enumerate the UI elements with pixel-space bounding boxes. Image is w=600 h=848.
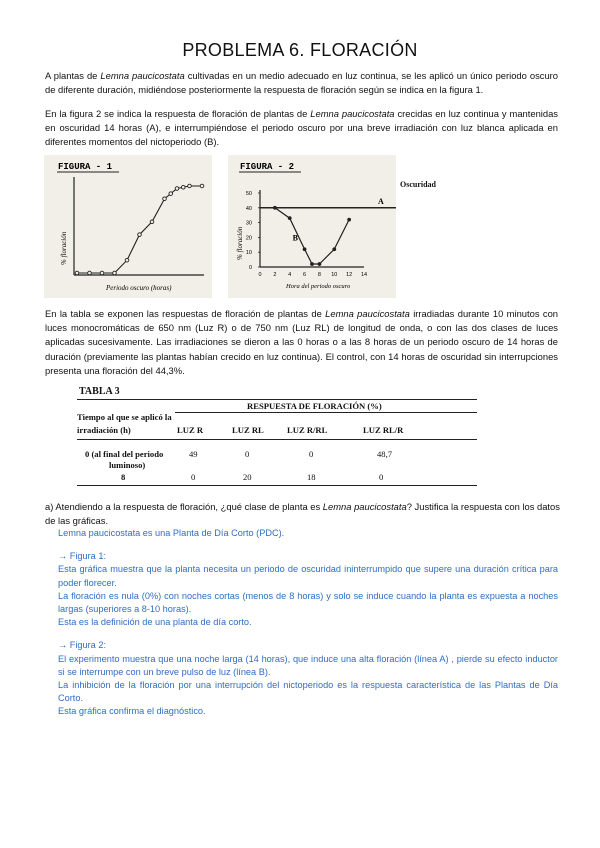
figure-1-point — [100, 271, 104, 275]
table-cell: 0 — [245, 449, 250, 459]
table-cell: 20 — [243, 472, 252, 482]
figure-2-point — [310, 262, 314, 266]
figure-2-xtick: 6 — [303, 272, 307, 278]
figure-2-curve-b — [275, 208, 349, 264]
figure-1-point — [188, 184, 192, 188]
answer-fig2-p1: El experimento muestra que una noche larga (14 horas), que induce una alta floración (línea A) , pierde su efecto inductor si se interrumpe con un breve pulso de luz (línea B). — [58, 653, 558, 677]
figure-1-point — [150, 220, 154, 224]
figure-2-label-a: A — [378, 196, 384, 206]
table-group-header: RESPUESTA DE FLORACIÓN (%) — [247, 401, 382, 411]
figure-2-ytick: 50 — [245, 191, 252, 197]
figure-2-title: FIGURA - 2 — [240, 162, 295, 172]
figure-2-ytick: 0 — [248, 265, 252, 271]
table-caption: TABLA 3 — [79, 386, 120, 397]
figure-1-point — [175, 187, 179, 191]
figure-2-ytick: 40 — [245, 205, 252, 212]
figure-1-point — [181, 185, 185, 189]
figure-1 — [44, 155, 212, 298]
answer-fig1-p2: La floración es nula (0%) con noches cortas (menos de 8 horas) y solo se induce cuando la planta es expuesta a noches largas (superiores a 8-10 horas). — [58, 590, 558, 615]
figure-2-point — [273, 206, 277, 210]
answer-line-1: Lemna paucicostata es una Planta de Día Corto (PDC). — [58, 528, 285, 538]
figure-1-point — [113, 271, 117, 275]
figure-2-xtick: 12 — [346, 272, 353, 278]
table-col-luz-r: LUZ R — [177, 425, 204, 435]
figure-2 — [228, 155, 396, 298]
figure-2-point — [303, 247, 307, 251]
figure-2-xtick: 2 — [273, 272, 277, 278]
figure-2-ytick: 20 — [245, 235, 252, 242]
figure-2-label-b: B — [292, 233, 299, 243]
table-row-0-time-2: luminoso) — [109, 460, 146, 470]
figure-1-point — [169, 192, 173, 196]
figure-2-dark-label: Oscuridad — [400, 180, 437, 189]
answer-fig2-heading: → Figura 2: — [58, 640, 106, 651]
table-cell: 0 — [379, 472, 384, 482]
figure-1-point — [125, 258, 129, 262]
table-col-luz-rl: LUZ RL — [232, 425, 264, 435]
figure-1-ylabel: % floración — [60, 231, 68, 265]
figure-1-point — [163, 197, 167, 201]
answer-fig1-p1: Esta gráfica muestra que la planta necesita un periodo de oscuridad ininterrumpido que supere una duración crítica para poder florecer. — [58, 564, 558, 588]
table-cell: 18 — [307, 472, 316, 482]
figure-1-point — [75, 271, 79, 275]
table-row-header-2: irradiación (h) — [77, 425, 131, 435]
figure-2-xtick: 8 — [317, 272, 321, 278]
figure-1-xlabel: Periodo oscuro (horas) — [106, 284, 172, 292]
table-row-header-1: Tiempo al que se aplicó la — [77, 412, 172, 422]
answer-block — [58, 527, 558, 719]
figure-2-xtick: 14 — [360, 272, 368, 278]
figure-2-xtick: 10 — [331, 272, 338, 278]
answer-fig1-heading: → Figura 1: — [58, 551, 106, 562]
intro-paragraph-1: A plantas de Lemna paucicostata cultivadas en un medio adecuado en luz continua, se les aplicó un único periodo oscuro de diferente duración, midiéndose posteriormente la respuesta de floración según se indica en la figura 1. — [45, 70, 558, 96]
figure-2-ytick: 30 — [245, 220, 252, 227]
figure-2-ylabel: % floración — [236, 226, 244, 260]
figure-1-point — [88, 271, 92, 275]
answer-fig1-p3: Esta es la definición de una planta de día corto. — [58, 617, 252, 628]
figure-1-title: FIGURA - 1 — [58, 162, 113, 172]
table-intro-paragraph: En la tabla se exponen las respuestas de floración de plantas de Lemna paucicostata irradiadas durante 10 minutos con luces monocromáticas de 650 nm (Luz R) o de 750 nm (Luz RL) de longitud de onda, o con las dos clases de luces aplicadas sucesivamente. Las irradiaciones se dieron a las 0 horas o a las 8 horas de un periodo oscuro de 14 horas de duración (previamente las plantas habían crecido en luz continua). El control, con 14 horas de oscuridad sin interrupciones presenta una floración del 44,3%. — [45, 308, 558, 376]
table-row-1-time: 8 — [121, 472, 126, 482]
table-row-0-time-1: 0 (al final del periodo — [85, 449, 164, 459]
figure-2-point — [347, 218, 351, 222]
table-cell: 48,7 — [377, 449, 393, 459]
figure-1-point — [138, 233, 142, 237]
figure-2-point — [318, 262, 322, 266]
figure-2-point — [332, 247, 336, 251]
answer-fig2-p2: La inhibición de la floración por una interrupción del nictoperiodo es la respuesta característica de las Plantas de Día Corto. — [58, 680, 558, 704]
page-title: PROBLEMA 6. FLORACIÓN — [182, 40, 418, 60]
figure-2-point — [288, 216, 292, 220]
intro-paragraph-2: En la figura 2 se indica la respuesta de floración de plantas de Lemna paucicostata crecidas en luz continua y mantenidas en oscuridad 14 horas (A), e interrumpiéndose el periodo oscuro por una breve irradiación con luz blanca aplicada en diferentes momentos del nictoperiodo (B). — [45, 108, 558, 148]
figure-2-ytick: 10 — [245, 250, 252, 257]
figure-1-curve — [77, 186, 202, 273]
figure-2-chart — [228, 155, 396, 298]
figure-2-xtick: 0 — [258, 272, 262, 278]
figure-1-chart — [44, 155, 212, 298]
table-col-luz-rl-r: LUZ RL/R — [363, 425, 404, 435]
table-3 — [77, 386, 477, 486]
question-a: a) Atendiendo a la respuesta de floración, ¿qué clase de planta es Lemna paucicostata? Justifica la respuesta con los datos de las gráficas. — [45, 501, 560, 526]
figure-2-xlabel: Hora del periodo oscuro — [286, 283, 351, 290]
table-col-luz-r-rl: LUZ R/RL — [287, 425, 328, 435]
table-cell: 0 — [309, 449, 314, 459]
figure-1-point — [200, 184, 204, 188]
figure-2-xtick: 4 — [288, 272, 292, 278]
answer-fig2-p3: Esta gráfica confirma el diagnóstico. — [58, 706, 206, 717]
table-cell: 0 — [191, 472, 196, 482]
table-cell: 49 — [189, 449, 198, 459]
